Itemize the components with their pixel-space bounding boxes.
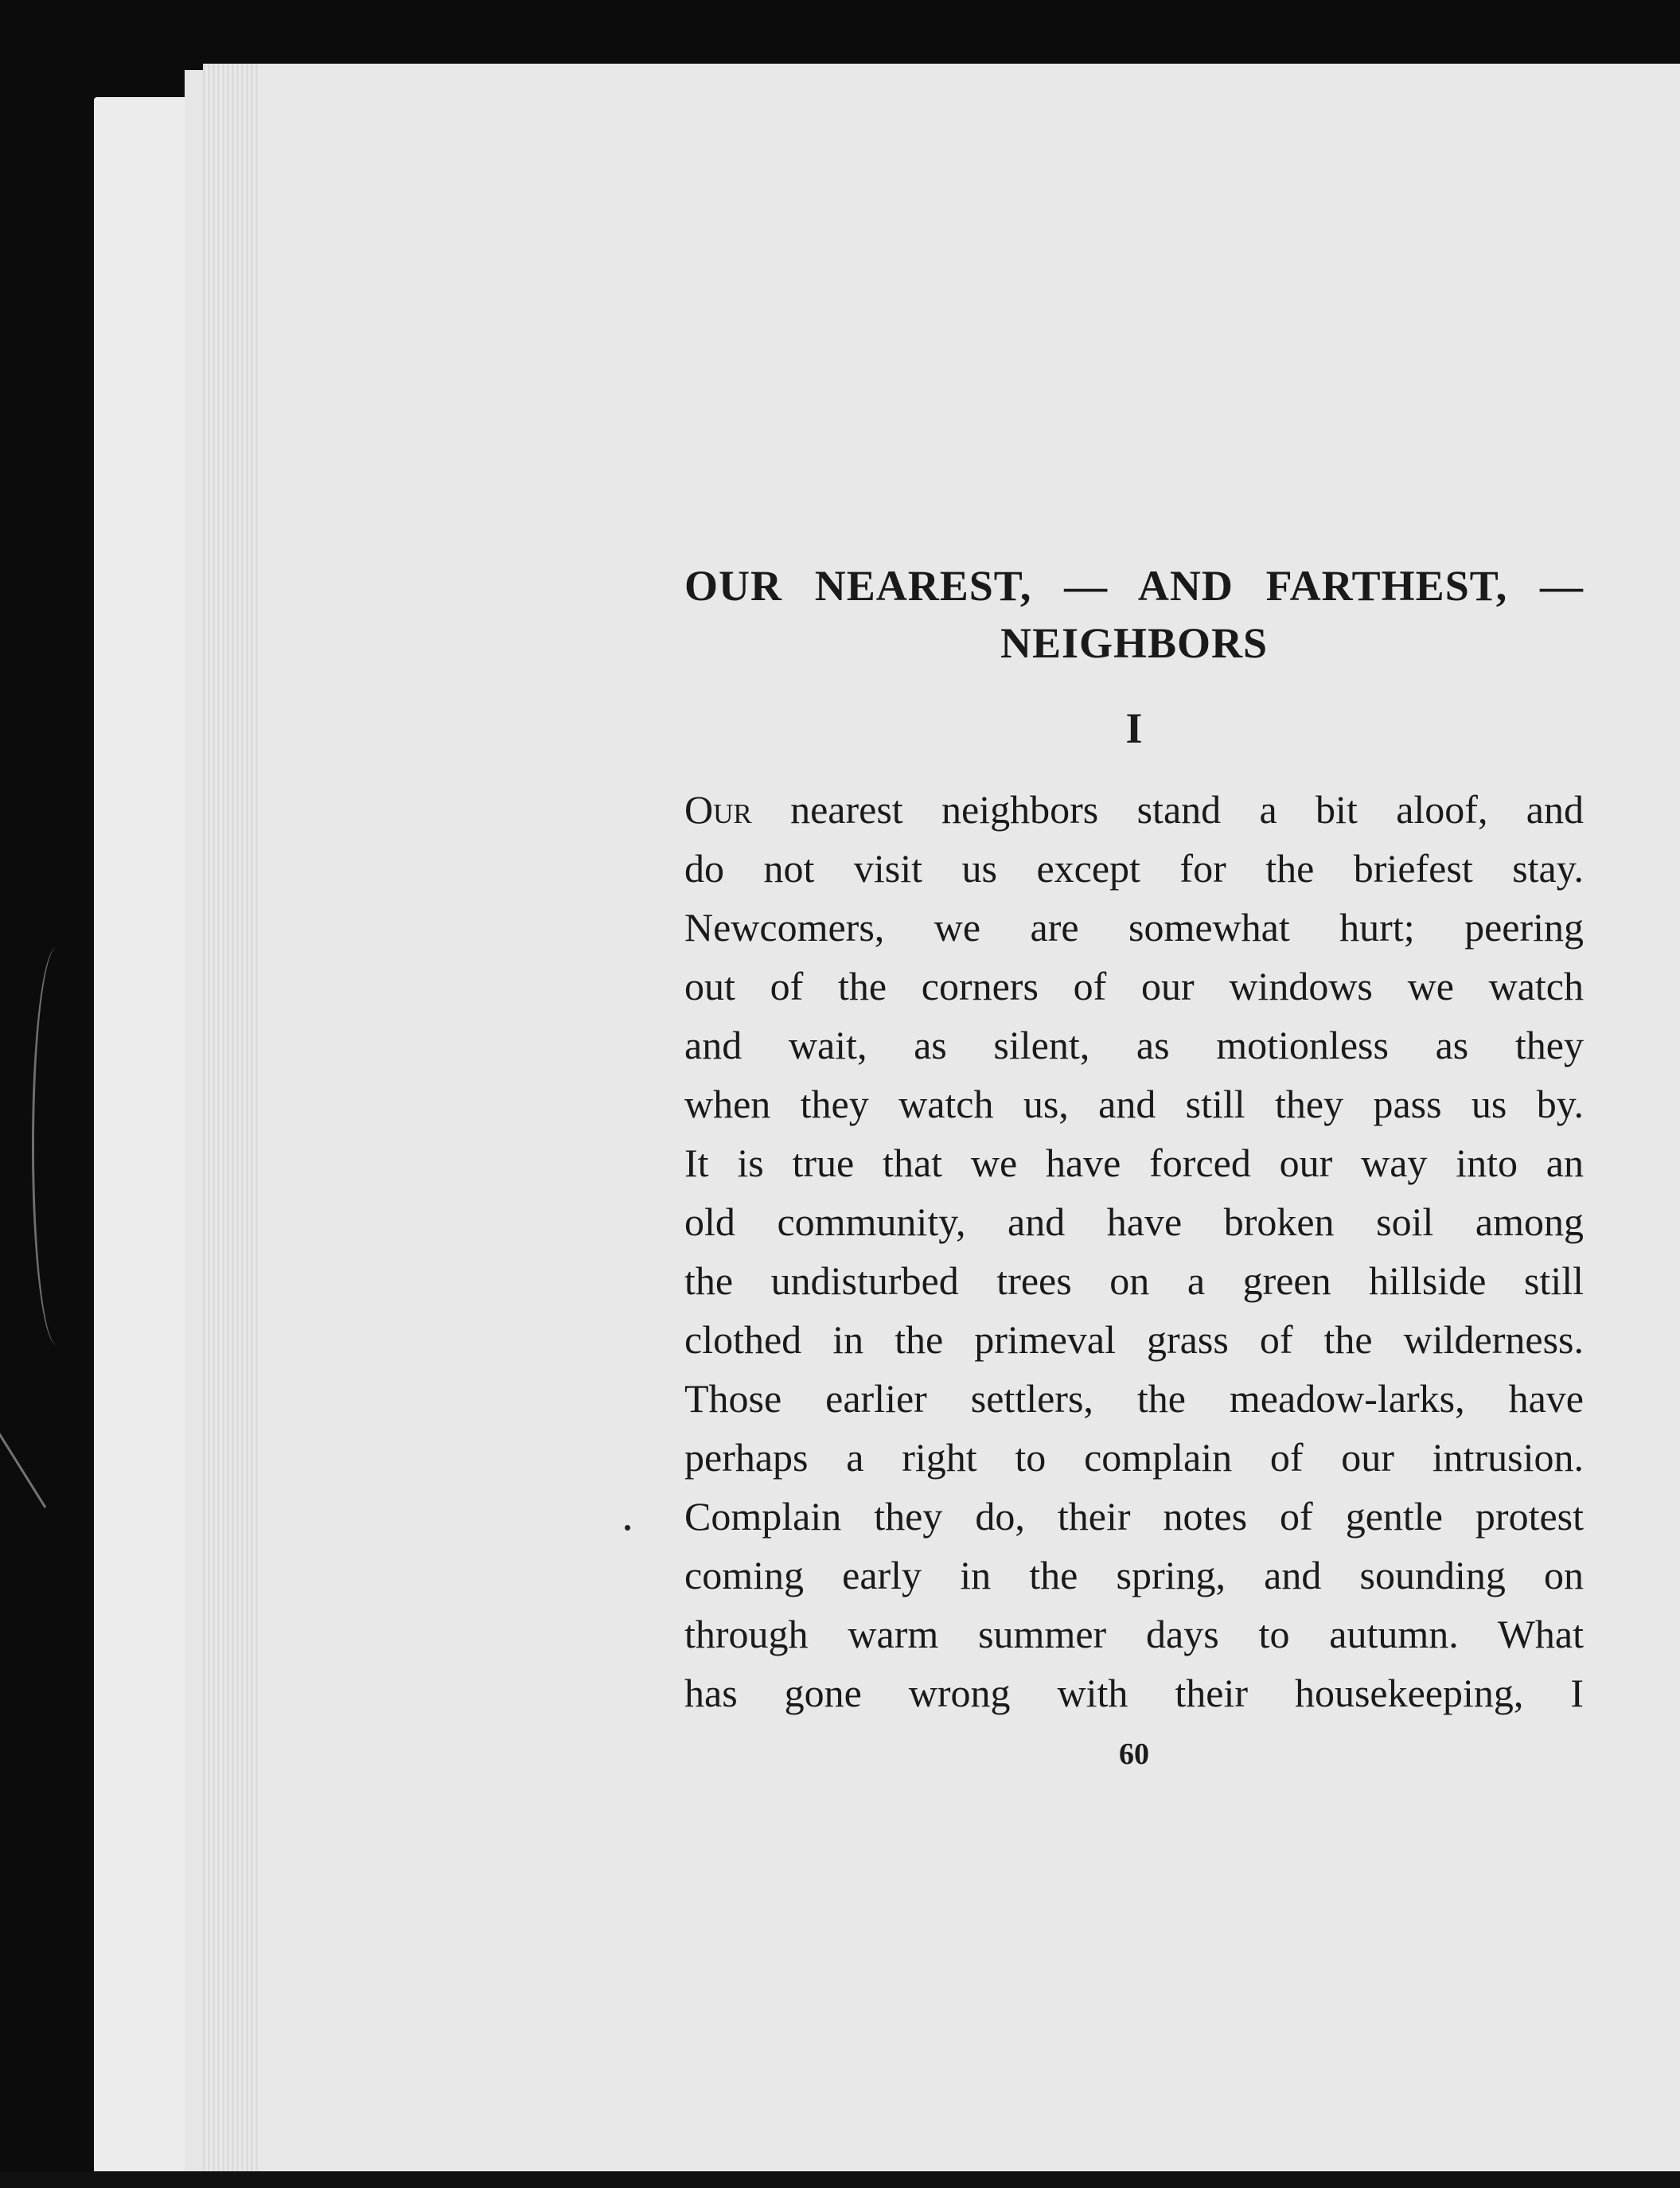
page-text-block — [684, 557, 1584, 1772]
body-line — [684, 1016, 1584, 1074]
line-text: has gone wrong with their housekeeping, I — [684, 1671, 1584, 1715]
line-text: clothed in the primeval grass of the wilderness. — [684, 1317, 1584, 1362]
background-curve — [32, 947, 82, 1345]
body-line — [684, 898, 1584, 957]
chapter-title — [684, 557, 1584, 672]
background-line — [0, 1433, 46, 1508]
line-text: It is true that we have forced our way into an — [684, 1141, 1584, 1185]
body-line — [684, 1487, 1584, 1546]
line-text: Those earlier settlers, the meadow-larks, have — [684, 1376, 1584, 1421]
body-line — [684, 1310, 1584, 1369]
line-text: out of the corners of our windows we watch — [684, 964, 1584, 1008]
ink-speck — [625, 1525, 630, 1531]
line-text: nearest neighbors stand a bit aloof, and — [751, 787, 1584, 832]
body-line — [684, 1133, 1584, 1192]
body-line — [684, 1369, 1584, 1428]
page-number: 60 — [1119, 1738, 1149, 1771]
line-text: the undisturbed trees on a green hillside still — [684, 1258, 1584, 1303]
line-text: Newcomers, we are somewhat hurt; peering — [684, 905, 1584, 950]
body-line — [684, 1074, 1584, 1133]
line-text: when they watch us, and still they pass us by. — [684, 1082, 1584, 1126]
body-line — [684, 780, 1584, 839]
section-numeral: I — [1125, 704, 1143, 752]
body-line — [684, 1192, 1584, 1251]
line-text: do not visit us except for the briefest stay. — [684, 846, 1584, 891]
scan-bottom-edge — [0, 2171, 1680, 2188]
line-text: coming early in the spring, and sounding on — [684, 1553, 1584, 1597]
body-line — [684, 1605, 1584, 1663]
line-text: through warm summer days to autumn. What — [684, 1612, 1584, 1656]
body-line — [684, 1251, 1584, 1310]
body-line — [684, 1546, 1584, 1605]
body-line — [684, 839, 1584, 898]
chapter-title-line-1: OUR NEAREST, — AND FARTHEST, — — [684, 562, 1584, 610]
line-text: old community, and have broken soil among — [684, 1199, 1584, 1244]
opening-word: Our — [684, 787, 752, 832]
line-text: Complain they do, their notes of gentle protest — [684, 1494, 1584, 1539]
page-edges — [203, 64, 259, 2173]
chapter-title-line-2: NEIGHBORS — [1000, 619, 1269, 667]
line-text: and wait, as silent, as motionless as they — [684, 1023, 1584, 1067]
body-line — [684, 957, 1584, 1016]
body-paragraph — [684, 780, 1584, 1722]
body-line — [684, 1428, 1584, 1487]
body-line — [684, 1663, 1584, 1722]
line-text: perhaps a right to complain of our intrusion. — [684, 1435, 1584, 1480]
